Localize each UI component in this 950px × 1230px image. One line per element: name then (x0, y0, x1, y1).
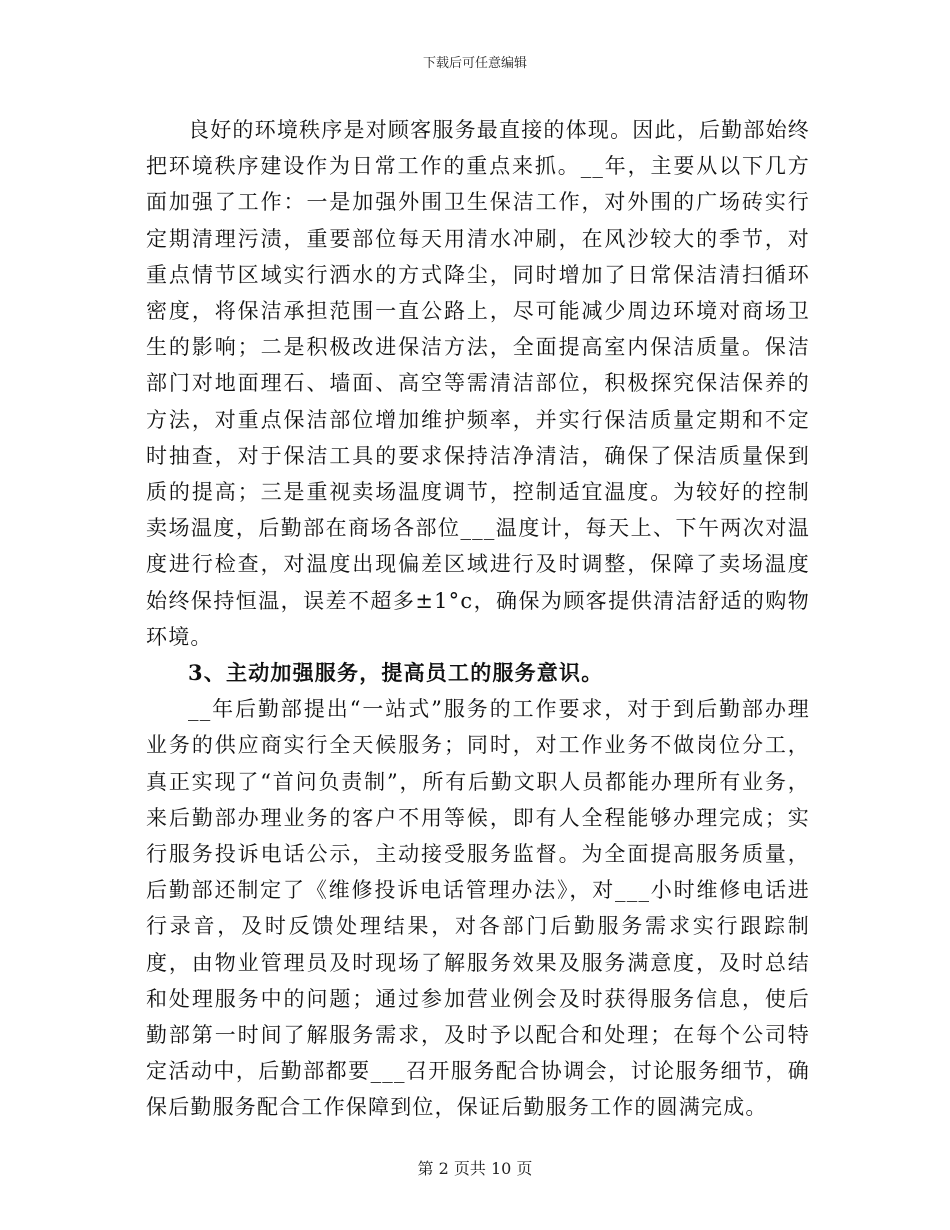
page-header: 下载后可任意编辑 (422, 56, 527, 71)
document-body (146, 112, 810, 1126)
paragraph-service: __年后勤部提出“一站式”服务的工作要求，对于到后勤部办理业务的供应商实行全天候服务；同时，对工作业务不做岗位分工，真正实现了“首问负责制”，所有后勤文职人员都能办理所有业务，来后勤部办理业务的客户不用等候，即有人全程能够办理完成；实行服务投诉电话公示，主动接受服务监督。为全面提高服务质量，后勤部还制定了《维修投诉电话管理办法》，对___小时维修电话进行录音，及时反馈处理结果，对各部门后勤服务需求实行跟踪制度，由物业管理员及时现场了解服务效果及服务满意度，及时总结和处理服务中的问题；通过参加营业例会及时获得服务信息，使后勤部第一时间了解服务需求，及时予以配合和处理；在每个公司特定活动中，后勤部都要___召开服务配合协调会，讨论服务细节，确保后勤服务配合工作保障到位，保证后勤服务工作的圆满完成。 (146, 697, 810, 1120)
section-heading-service: 3、主动加强服务，提高员工的服务意识。 (188, 660, 604, 686)
paragraph-environment: 良好的环境秩序是对顾客服务最直接的体现。因此，后勤部始终把环境秩序建设作为日常工作的重点来抓。__年，主要从以下几方面加强了工作：一是加强外围卫生保洁工作，对外围的广场砖实行定期清理污渍，重要部位每天用清水冲刷，在风沙较大的季节，对重点情节区域实行洒水的方式降尘，同时增加了日常保洁清扫循环密度，将保洁承担范围一直公路上，尽可能减少周边环境对商场卫生的影响；二是积极改进保洁方法，全面提高室内保洁质量。保洁部门对地面理石、墙面、高空等需清洁部位，积极探究保洁保养的方法，对重点保洁部位增加维护频率，并实行保洁质量定期和不定时抽查，对于保洁工具的要求保持洁净清洁，确保了保洁质量保到质的提高；三是重视卖场温度调节，控制适宜温度。为较好的控制卖场温度，后勤部在商场各部位___温度计，每天上、下午两次对温度进行检查，对温度出现偏差区域进行及时调整，保障了卖场温度始终保持恒温，误差不超多±1°c，确保为顾客提供清洁舒适的购物环境。 (146, 118, 810, 649)
page-footer: 第 2 页共 10 页 (417, 1159, 533, 1178)
